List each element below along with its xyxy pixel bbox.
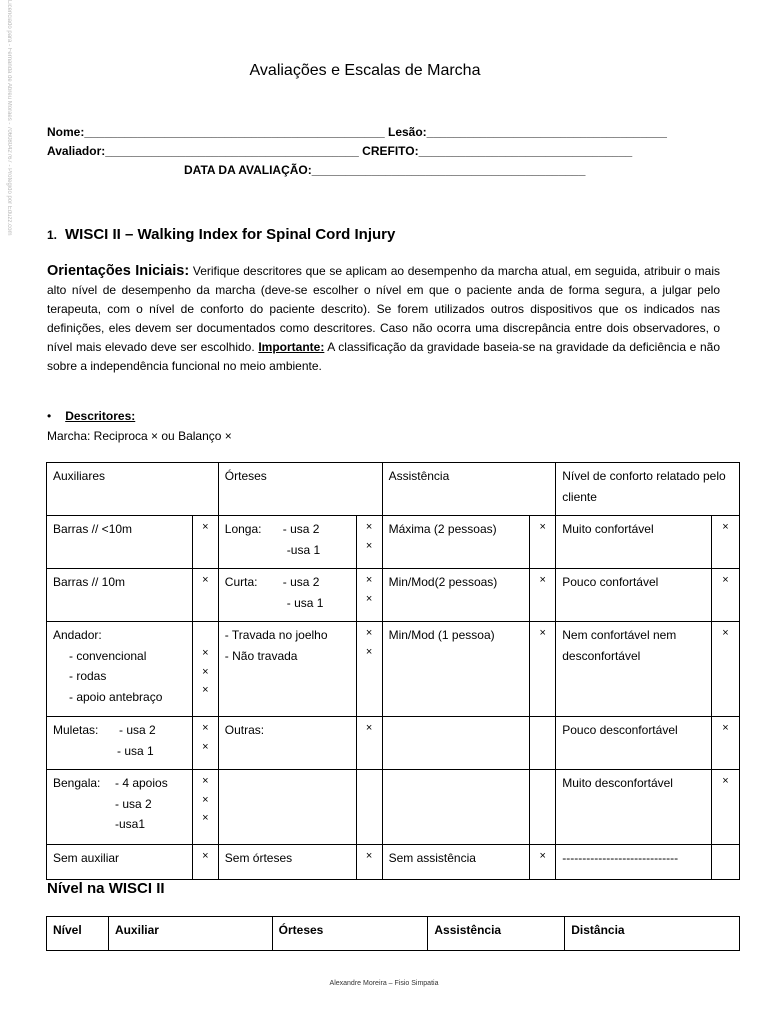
instructions-text: Verifique descritores que se aplicam ao desempenho da marcha atual, em seguida, atribuir o mais alto nível de desempenho da marcha (deve-se escolher o nível em que o paciente anda de forma segura, a julgar pelo terapeuta, com o nível de conforto do paciente descrito). Se forem utilizados outros dispositivos que os indicados nas definições, eles devem ser documentados como descritores. Caso não ocorra uma discrepância entre dois observadores, o nível mais elevado deve ser escolhido. — [47, 264, 720, 354]
header-orteses: Órteses — [272, 917, 428, 951]
evaluator-crefito-line: Avaliador:______________________________________ CREFITO:________________________________ — [47, 144, 633, 158]
assist-empty — [382, 717, 530, 770]
checkbox-mark-group[interactable] — [192, 622, 218, 717]
ort-curta — [218, 569, 356, 622]
conf-pouco-confortavel: Pouco confortável — [556, 569, 712, 622]
checkbox-mark-pair[interactable] — [192, 717, 218, 770]
aux-andador-a: - convencional — [69, 648, 147, 663]
header-assistencia: Assistência — [382, 463, 556, 516]
checkbox-mark[interactable]: × — [356, 845, 382, 880]
checkbox-mark[interactable]: × — [712, 717, 740, 770]
aux-muletas-a: - usa 2 — [119, 723, 156, 737]
important-label: Importante: — [258, 340, 325, 354]
checkbox-mark: × — [365, 645, 373, 658]
table-header-row — [47, 463, 740, 516]
ort-longa-a: - usa 2 — [282, 522, 320, 536]
ort-travada — [218, 622, 356, 717]
ort-longa-label: Longa: — [224, 522, 262, 536]
gait-type-line: Marcha: Reciproca × ou Balanço × — [47, 429, 232, 443]
aux-barras-lt10: Barras // <10m — [47, 516, 193, 569]
table-row — [47, 569, 740, 622]
table-row — [47, 516, 740, 569]
conf-dashes: ----------------------------- — [556, 845, 712, 880]
aux-bengala-label: Bengala: — [53, 776, 101, 790]
checkbox-mark-pair[interactable] — [356, 516, 382, 569]
ort-mark-empty — [356, 770, 382, 845]
assist-mark-empty — [530, 770, 556, 845]
checkbox-mark[interactable]: × — [530, 516, 556, 569]
aux-bengala-c: -usa1 — [115, 817, 146, 831]
aux-andador — [47, 622, 193, 717]
ort-longa — [218, 516, 356, 569]
checkbox-mark: × — [202, 793, 209, 806]
checkbox-mark-pair[interactable] — [356, 622, 382, 717]
assist-sem-assistencia: Sem assistência — [382, 845, 530, 880]
header-distancia: Distância — [565, 917, 740, 951]
section-number: 1. — [47, 228, 58, 242]
ort-curta-b: - usa 1 — [286, 595, 324, 610]
checkbox-mark-pair[interactable] — [356, 569, 382, 622]
assist-minmod-1: Min/Mod (1 pessoa) — [382, 622, 530, 717]
instructions-text-2: A classificação da gravidade baseia-se na gravidade da deficiência e não sobre a independência funcional no meio ambiente. — [47, 340, 721, 373]
ort-outras: Outras: — [218, 717, 356, 770]
checkbox-mark: × — [202, 684, 209, 696]
wisci-header-row — [47, 917, 740, 951]
page-title: Avaliações e Escalas de Marcha — [249, 62, 481, 79]
checkbox-mark[interactable]: × — [530, 845, 556, 880]
checkbox-mark[interactable]: × — [192, 516, 218, 569]
table-row — [47, 770, 740, 845]
checkbox-mark[interactable]: × — [356, 717, 382, 770]
aux-andador-b: - rodas — [69, 669, 107, 683]
assist-empty — [382, 770, 530, 845]
section-title: WISCI II – Walking Index for Spinal Cord Injury — [65, 226, 396, 243]
aux-bengala — [47, 770, 193, 845]
checkbox-mark: × — [202, 647, 209, 659]
aux-andador-label: Andador: — [53, 628, 102, 642]
checkbox-mark: × — [202, 665, 209, 678]
checkbox-mark[interactable]: × — [192, 845, 218, 880]
instructions-lead: Orientações Iniciais: — [47, 263, 190, 279]
section-heading — [47, 226, 395, 243]
checkbox-mark: × — [365, 521, 373, 533]
ort-sem-orteses: Sem órteses — [218, 845, 356, 880]
aux-andador-c: - apoio antebraço — [69, 689, 163, 704]
conf-nem: Nem confortável nem desconfortável — [556, 622, 712, 717]
table-row — [47, 622, 740, 717]
aux-sem-auxiliar: Sem auxiliar — [47, 845, 193, 880]
descriptors-bullet — [47, 409, 135, 423]
aux-muletas — [47, 717, 193, 770]
ort-travada-b: - Não travada — [224, 648, 298, 663]
table-row — [47, 845, 740, 880]
conf-muito-confortavel: Muito confortável — [556, 516, 712, 569]
descriptors-label: Descritores: — [65, 409, 136, 423]
checkbox-mark[interactable]: × — [530, 622, 556, 717]
ort-longa-b: -usa 1 — [286, 542, 321, 557]
checkbox-mark: × — [202, 775, 209, 787]
wisci-level-table — [46, 916, 740, 951]
instructions-paragraph — [47, 262, 720, 376]
conf-pouco-desconfortavel: Pouco desconfortável — [556, 717, 712, 770]
footer-credit: Alexandre Moreira – Fisio Simpatia — [329, 980, 439, 987]
checkbox-mark[interactable]: × — [192, 569, 218, 622]
table-row — [47, 717, 740, 770]
watermark: Licenciado para - Fernanda de Abreu Moraes - 70608042767 - Protegido por Eduzz.com — [6, 0, 12, 236]
aux-bengala-a: - 4 apoios — [115, 776, 168, 790]
header-auxiliares: Auxiliares — [47, 463, 219, 516]
name-lesion-line: Nome:_____________________________________________ Lesão:____________________________________ — [47, 125, 667, 139]
checkbox-mark[interactable]: × — [712, 516, 740, 569]
assist-minmod-2: Min/Mod(2 pessoas) — [382, 569, 530, 622]
checkbox-mark[interactable]: × — [712, 770, 740, 845]
checkbox-mark: × — [365, 627, 373, 639]
header-conforto: Nível de conforto relatado pelo cliente — [556, 463, 740, 516]
descriptors-table — [46, 462, 740, 880]
conf-mark-empty — [712, 845, 740, 880]
aux-barras-10: Barras // 10m — [47, 569, 193, 622]
checkbox-mark: × — [202, 812, 209, 824]
checkbox-mark: × — [365, 574, 373, 586]
header-nivel: Nível — [47, 917, 109, 951]
checkbox-mark: × — [202, 740, 209, 753]
bullet-icon: • — [47, 409, 52, 423]
assist-maxima: Máxima (2 pessoas) — [382, 516, 530, 569]
evaluation-date-line: DATA DA AVALIAÇÃO:_________________________________________ — [184, 163, 586, 177]
header-auxiliar: Auxiliar — [108, 917, 272, 951]
ort-curta-label: Curta: — [224, 575, 258, 589]
ort-curta-a: - usa 2 — [282, 575, 320, 589]
conf-muito-desconfortavel: Muito desconfortável — [556, 770, 712, 845]
header-assistencia: Assistência — [428, 917, 565, 951]
checkbox-mark: × — [202, 722, 209, 734]
aux-muletas-label: Muletas: — [53, 723, 99, 737]
checkbox-mark-group[interactable] — [192, 770, 218, 845]
checkbox-mark[interactable]: × — [712, 622, 740, 717]
checkbox-mark[interactable]: × — [530, 569, 556, 622]
assist-mark-empty — [530, 717, 556, 770]
aux-bengala-b: - usa 2 — [115, 796, 152, 811]
aux-muletas-b: - usa 1 — [117, 743, 154, 758]
ort-travada-a: - Travada no joelho — [224, 628, 328, 642]
wisci-level-heading: Nível na WISCI II — [47, 880, 165, 897]
ort-empty — [218, 770, 356, 845]
checkbox-mark[interactable]: × — [712, 569, 740, 622]
checkbox-mark: × — [365, 539, 373, 552]
checkbox-mark: × — [365, 592, 373, 605]
header-orteses: Órteses — [218, 463, 382, 516]
